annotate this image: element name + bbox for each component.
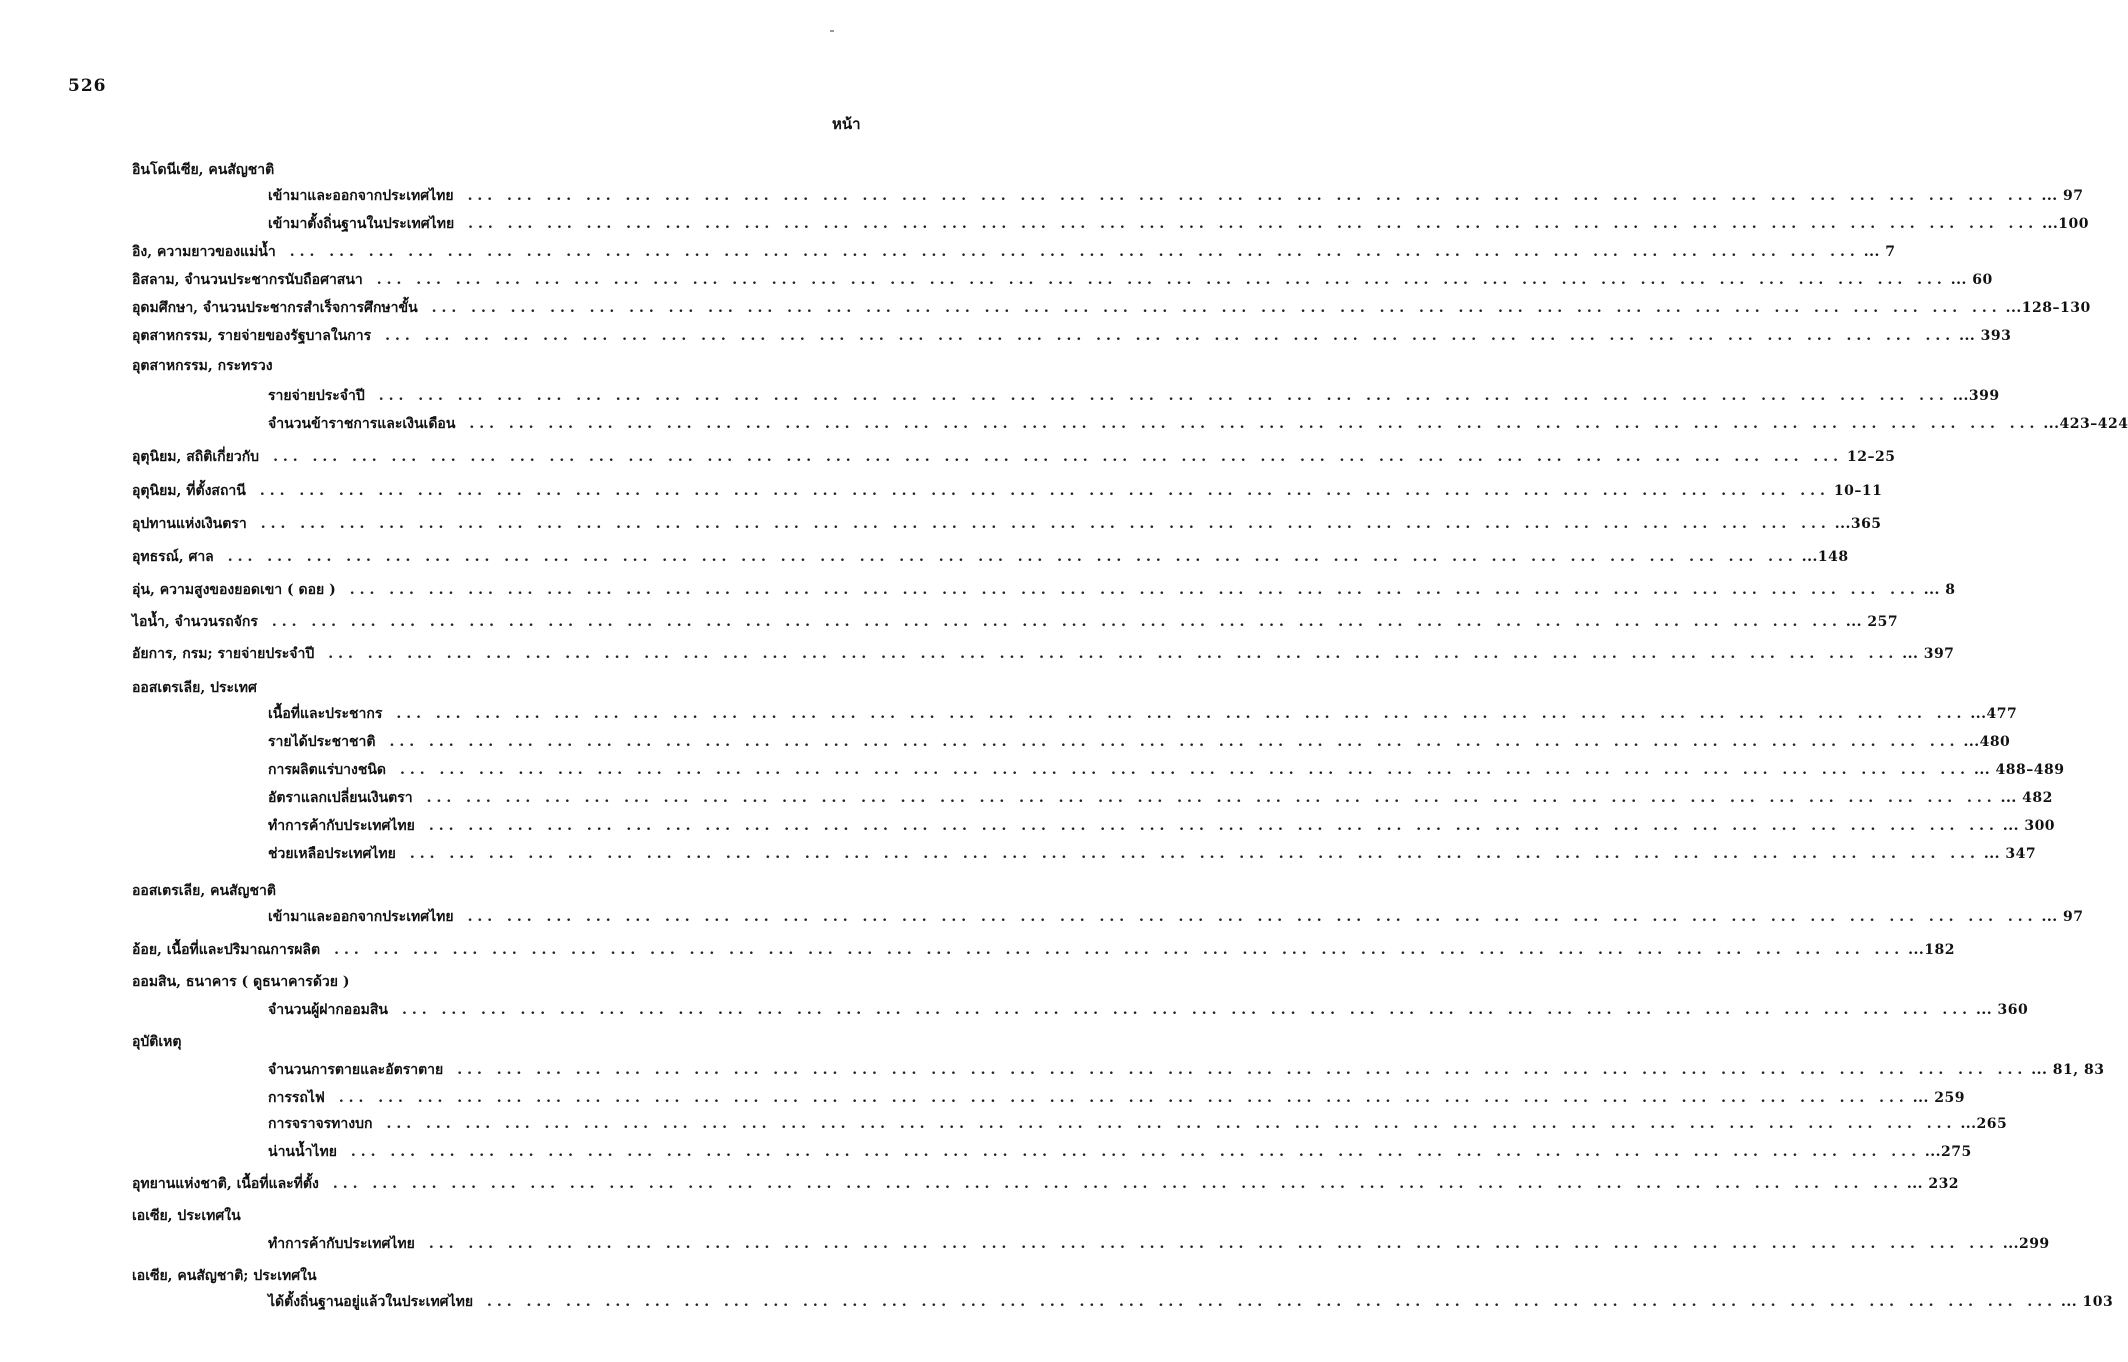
entry-line	[268, 998, 2029, 1022]
subentry-label: เข้ามาและออกจากประเทศไทย	[268, 188, 454, 204]
subentry-label: น่านน้ำไทย	[268, 1144, 337, 1160]
dot-leader: ... ... ... ... ... ... ... ... ... ... ... ... ... ... ... ... ... ... ... ... ... ... ... ... ... ... ... ... ... ... ... ... ... ... ... ... ... ... ... ...	[271, 614, 1842, 630]
index-entry	[0, 578, 1956, 602]
dot-leader: ... ... ... ... ... ... ... ... ... ... ... ... ... ... ... ... ... ... ... ... ... ... ... ... ... ... ... ... ... ... ... ... ... ... ... ... ... ... ... ...	[467, 909, 2038, 925]
subentry-label: เข้ามาและออกจากประเทศไทย	[268, 909, 454, 925]
index-entry	[0, 354, 966, 378]
page-reference: ... 81, 83	[2031, 1062, 2105, 1078]
entry-line	[132, 240, 1896, 264]
entry-heading: อุทธรณ์, ศาล	[132, 549, 214, 565]
entry-line	[132, 354, 866, 378]
entry-heading: อิง, ความยาวของแม่น้ำ	[132, 244, 276, 260]
entry-line	[268, 1232, 2050, 1256]
entry-heading: อุปทานแห่งเงินตรา	[132, 516, 247, 532]
entry-heading: ออสเตรเลีย, ประเทศ	[132, 680, 257, 696]
entry-line	[268, 384, 2000, 408]
entry-line	[268, 1112, 2008, 1136]
entry-heading: อุตุนิยม, ที่ตั้งสถานี	[132, 483, 246, 499]
page-reference: ... 103	[2061, 1294, 2114, 1310]
entry-line	[132, 1264, 866, 1288]
entry-line	[132, 676, 866, 700]
entry-line	[132, 642, 1955, 666]
entry-line	[132, 268, 1993, 292]
dot-leader: ... ... ... ... ... ... ... ... ... ... ... ... ... ... ... ... ... ... ... ... ... ... ... ... ... ... ... ... ... ... ... ... ... ... ... ... ... ... ... ...	[469, 416, 2040, 432]
page-reference: ...275	[1924, 1144, 1972, 1160]
index-entry	[0, 998, 2029, 1022]
index-entry	[0, 905, 2084, 929]
subentry-label: ทำการค้ากับประเทศไทย	[268, 1236, 415, 1252]
entry-heading: เอเซีย, คนสัญชาติ; ประเทศใน	[132, 1268, 317, 1284]
index-entry	[0, 212, 2089, 236]
page-reference: ... 8	[1923, 582, 1956, 598]
page-reference: ... 257	[1845, 614, 1899, 630]
subentry-label: ช่วยเหลือประเทศไทย	[268, 846, 396, 862]
entry-heading: อัยการ, กรม; รายจ่ายประจำปี	[132, 646, 315, 662]
page-reference: ...477	[1970, 706, 2018, 722]
index-entry	[0, 938, 1955, 962]
dot-leader: ... ... ... ... ... ... ... ... ... ... ... ... ... ... ... ... ... ... ... ... ... ... ... ... ... ... ... ... ... ... ... ... ... ... ... ... ... ... ... ...	[332, 1176, 1903, 1192]
dot-leader: ... ... ... ... ... ... ... ... ... ... ... ... ... ... ... ... ... ... ... ... ... ... ... ... ... ... ... ... ... ... ... ... ... ... ... ... ... ... ... ...	[328, 646, 1899, 662]
dot-leader: ... ... ... ... ... ... ... ... ... ... ... ... ... ... ... ... ... ... ... ... ... ... ... ... ... ... ... ... ... ... ... ... ... ... ... ... ... ... ... ...	[227, 549, 1798, 565]
page-reference: ... 300	[2002, 818, 2056, 834]
index-entry	[0, 324, 2012, 348]
entry-line	[268, 842, 2037, 866]
index-entry	[0, 1264, 966, 1288]
index-entry	[0, 1290, 2114, 1314]
page-reference: ... 60	[1950, 272, 1993, 288]
dot-leader: ... ... ... ... ... ... ... ... ... ... ... ... ... ... ... ... ... ... ... ... ... ... ... ... ... ... ... ... ... ... ... ... ... ... ... ... ... ... ... ...	[334, 942, 1905, 958]
page-reference: ...399	[1952, 388, 2000, 404]
page-reference: ... 97	[2041, 909, 2084, 925]
dot-leader: ... ... ... ... ... ... ... ... ... ... ... ... ... ... ... ... ... ... ... ... ... ... ... ... ... ... ... ... ... ... ... ... ... ... ... ... ... ... ... ...	[428, 1236, 1999, 1252]
index-entry	[0, 1030, 966, 1054]
subentry-label: จำนวนการตายและอัตราตาย	[268, 1062, 444, 1078]
page-reference: ... 397	[1902, 646, 1955, 662]
index-entry	[0, 184, 2084, 208]
dot-leader: ... ... ... ... ... ... ... ... ... ... ... ... ... ... ... ... ... ... ... ... ... ... ... ... ... ... ... ... ... ... ... ... ... ... ... ... ... ... ... ...	[289, 244, 1860, 260]
page-reference: ... 232	[1906, 1176, 1960, 1192]
page-reference: ... 393	[1959, 328, 2012, 344]
page-reference: ...100	[2042, 216, 2089, 232]
entry-line	[132, 158, 866, 182]
entry-line	[132, 879, 866, 903]
entry-line	[268, 1290, 2114, 1314]
index-entry	[0, 730, 2011, 754]
index-entry	[0, 268, 1993, 292]
subentry-label: เข้ามาตั้งถิ่นฐานในประเทศไทย	[268, 216, 455, 232]
entry-line	[268, 1140, 1972, 1164]
subentry-label: การรถไฟ	[268, 1090, 325, 1106]
index-entry	[0, 814, 2056, 838]
entry-line	[132, 1172, 1960, 1196]
page-reference: ...182	[1908, 942, 1955, 958]
index-entry	[0, 445, 1896, 469]
entry-line	[268, 814, 2056, 838]
page-reference: ... 97	[2041, 188, 2084, 204]
page-column-heading: หน้า	[832, 115, 861, 133]
index-entry	[0, 642, 1955, 666]
entry-heading: อุทยานแห่งชาติ, เนื้อที่และที่ตั้ง	[132, 1176, 319, 1192]
dot-leader: ... ... ... ... ... ... ... ... ... ... ... ... ... ... ... ... ... ... ... ... ... ... ... ... ... ... ... ... ... ... ... ... ... ... ... ... ... ... ... ...	[409, 846, 1980, 862]
entry-line	[132, 1030, 866, 1054]
index-entry	[0, 240, 1896, 264]
index-entry	[0, 1172, 1960, 1196]
subentry-label: จำนวนผู้ฝากออมสิน	[268, 1002, 388, 1018]
index-entry	[0, 545, 1849, 569]
subentry-label: ทำการค้ากับประเทศไทย	[268, 818, 415, 834]
dot-leader: ... ... ... ... ... ... ... ... ... ... ... ... ... ... ... ... ... ... ... ... ... ... ... ... ... ... ... ... ... ... ... ... ... ... ... ... ... ... ... ...	[401, 1002, 1972, 1018]
entry-line	[132, 445, 1896, 469]
index-entry	[0, 1086, 1966, 1110]
page-reference: 12–25	[1847, 449, 1896, 465]
entry-heading: เอเซีย, ประเทศใน	[132, 1208, 241, 1224]
entry-line	[132, 970, 866, 994]
page-reference: ... 482	[2000, 790, 2053, 806]
index-entry	[0, 479, 1883, 503]
dot-leader: ... ... ... ... ... ... ... ... ... ... ... ... ... ... ... ... ... ... ... ... ... ... ... ... ... ... ... ... ... ... ... ... ... ... ... ... ... ... ... ...	[349, 582, 1920, 598]
page-reference: ... 347	[1983, 846, 2037, 862]
index-entry	[0, 1112, 2008, 1136]
entry-line	[268, 786, 2053, 810]
page-number: 526	[68, 76, 107, 96]
dot-leader: ... ... ... ... ... ... ... ... ... ... ... ... ... ... ... ... ... ... ... ... ... ... ... ... ... ... ... ... ... ... ... ... ... ... ... ... ... ... ... ...	[378, 388, 1949, 404]
entry-line	[268, 212, 2089, 236]
entry-heading: อุ่น, ความสูงของยอดเขา ( ดอย )	[132, 582, 336, 598]
subentry-label: จำนวนข้าราชการและเงินเดือน	[268, 416, 456, 432]
dot-leader: ... ... ... ... ... ... ... ... ... ... ... ... ... ... ... ... ... ... ... ... ... ... ... ... ... ... ... ... ... ... ... ... ... ... ... ... ... ... ... ...	[385, 328, 1956, 344]
entry-line	[268, 758, 2065, 782]
subentry-label: รายจ่ายประจำปี	[268, 388, 365, 404]
dot-leader: ... ... ... ... ... ... ... ... ... ... ... ... ... ... ... ... ... ... ... ... ... ... ... ... ... ... ... ... ... ... ... ... ... ... ... ... ... ... ... ...	[400, 762, 1971, 778]
entry-heading: อุดมศึกษา, จำนวนประชากรสำเร็จการศึกษาขั้น	[132, 300, 418, 316]
entry-heading: อุตุนิยม, สถิติเกี่ยวกับ	[132, 449, 260, 465]
index-entry	[0, 296, 2091, 320]
dot-leader: ... ... ... ... ... ... ... ... ... ... ... ... ... ... ... ... ... ... ... ... ... ... ... ... ... ... ... ... ... ... ... ... ... ... ... ... ... ... ... ...	[386, 1116, 1957, 1132]
index-entry	[0, 384, 2000, 408]
page-reference: ...365	[1834, 516, 1882, 532]
index-entry	[0, 786, 2053, 810]
dot-leader: ... ... ... ... ... ... ... ... ... ... ... ... ... ... ... ... ... ... ... ... ... ... ... ... ... ... ... ... ... ... ... ... ... ... ... ... ... ... ... ...	[350, 1144, 1921, 1160]
dot-leader: ... ... ... ... ... ... ... ... ... ... ... ... ... ... ... ... ... ... ... ... ... ... ... ... ... ... ... ... ... ... ... ... ... ... ... ... ... ... ... ...	[376, 272, 1947, 288]
entry-line	[268, 1058, 2105, 1082]
dot-leader: ... ... ... ... ... ... ... ... ... ... ... ... ... ... ... ... ... ... ... ... ... ... ... ... ... ... ... ... ... ... ... ... ... ... ... ... ... ... ... ...	[389, 734, 1960, 750]
subentry-label: การจราจรทางบก	[268, 1116, 373, 1132]
entry-line	[132, 610, 1899, 634]
dot-leader: ... ... ... ... ... ... ... ... ... ... ... ... ... ... ... ... ... ... ... ... ... ... ... ... ... ... ... ... ... ... ... ... ... ... ... ... ... ... ... ...	[487, 1294, 2058, 1310]
entry-line	[132, 512, 1882, 536]
subentry-label: การผลิตแร่บางชนิด	[268, 762, 387, 778]
entry-line	[268, 730, 2011, 754]
page-reference: ... 488–489	[1974, 762, 2065, 778]
index-entry	[0, 412, 2128, 436]
dot-leader: ... ... ... ... ... ... ... ... ... ... ... ... ... ... ... ... ... ... ... ... ... ... ... ... ... ... ... ... ... ... ... ... ... ... ... ... ... ... ... ...	[468, 216, 2039, 232]
entry-line	[132, 296, 2091, 320]
index-entry	[0, 1204, 966, 1228]
entry-heading: ออสเตรเลีย, คนสัญชาติ	[132, 883, 276, 899]
page-reference: ... 7	[1863, 244, 1896, 260]
index-entry	[0, 1140, 1972, 1164]
dot-leader: ... ... ... ... ... ... ... ... ... ... ... ... ... ... ... ... ... ... ... ... ... ... ... ... ... ... ... ... ... ... ... ... ... ... ... ... ... ... ... ...	[467, 188, 2038, 204]
index-entry	[0, 702, 2018, 726]
page-reference: ... 259	[1912, 1090, 1966, 1106]
subentry-label: อัตราแลกเปลี่ยนเงินตรา	[268, 790, 413, 806]
subentry-label: เนื้อที่และประชากร	[268, 706, 383, 722]
page-reference: ...148	[1801, 549, 1849, 565]
entry-line	[132, 545, 1849, 569]
entry-line	[268, 412, 2128, 436]
scan-speck	[830, 30, 834, 32]
dot-leader: ... ... ... ... ... ... ... ... ... ... ... ... ... ... ... ... ... ... ... ... ... ... ... ... ... ... ... ... ... ... ... ... ... ... ... ... ... ... ... ...	[431, 300, 2002, 316]
entry-line	[268, 1086, 1966, 1110]
subentry-label: ได้ตั้งถิ่นฐานอยู่แล้วในประเทศไทย	[268, 1294, 474, 1310]
entry-line	[132, 324, 2012, 348]
entry-line	[132, 1204, 866, 1228]
entry-line	[268, 184, 2084, 208]
entry-heading: ออมสิน, ธนาคาร ( ดูธนาคารด้วย )	[132, 974, 350, 990]
index-entry	[0, 158, 966, 182]
entry-line	[268, 905, 2084, 929]
entry-heading: อุบัติเหตุ	[132, 1034, 182, 1050]
page-reference: ...423–424	[2043, 416, 2128, 432]
dot-leader: ... ... ... ... ... ... ... ... ... ... ... ... ... ... ... ... ... ... ... ... ... ... ... ... ... ... ... ... ... ... ... ... ... ... ... ... ... ... ... ...	[426, 790, 1997, 806]
dot-leader: ... ... ... ... ... ... ... ... ... ... ... ... ... ... ... ... ... ... ... ... ... ... ... ... ... ... ... ... ... ... ... ... ... ... ... ... ... ... ... ...	[428, 818, 1999, 834]
index-entry	[0, 1058, 2105, 1082]
index-entry	[0, 758, 2065, 782]
entry-heading: ไอน้ำ, จำนวนรถจักร	[132, 614, 258, 630]
dot-leader: ... ... ... ... ... ... ... ... ... ... ... ... ... ... ... ... ... ... ... ... ... ... ... ... ... ... ... ... ... ... ... ... ... ... ... ... ... ... ... ...	[260, 516, 1831, 532]
page-reference: 10–11	[1833, 483, 1883, 499]
index-entry	[0, 879, 966, 903]
entry-line	[132, 578, 1956, 602]
dot-leader: ... ... ... ... ... ... ... ... ... ... ... ... ... ... ... ... ... ... ... ... ... ... ... ... ... ... ... ... ... ... ... ... ... ... ... ... ... ... ... ...	[273, 449, 1844, 465]
entry-heading: อ้อย, เนื้อที่และปริมาณการผลิต	[132, 942, 321, 958]
entry-heading: อินโดนีเซีย, คนสัญชาติ	[132, 162, 275, 178]
dot-leader: ... ... ... ... ... ... ... ... ... ... ... ... ... ... ... ... ... ... ... ... ... ... ... ... ... ... ... ... ... ... ... ... ... ... ... ... ... ... ... ...	[338, 1090, 1909, 1106]
entry-heading: อิสลาม, จำนวนประชากรนับถือศาสนา	[132, 272, 363, 288]
entry-heading: อุตสาหกรรม, รายจ่ายของรัฐบาลในการ	[132, 328, 372, 344]
dot-leader: ... ... ... ... ... ... ... ... ... ... ... ... ... ... ... ... ... ... ... ... ... ... ... ... ... ... ... ... ... ... ... ... ... ... ... ... ... ... ... ...	[396, 706, 1967, 722]
index-entry	[0, 1232, 2050, 1256]
index-entry	[0, 610, 1899, 634]
entry-line	[268, 702, 2018, 726]
index-entry	[0, 676, 966, 700]
index-entry	[0, 970, 966, 994]
index-entry	[0, 512, 1882, 536]
index-entry	[0, 842, 2037, 866]
subentry-label: รายได้ประชาชาติ	[268, 734, 376, 750]
page-reference: ...480	[1963, 734, 2011, 750]
page-reference: ... 360	[1975, 1002, 2029, 1018]
page-reference: ...265	[1960, 1116, 2008, 1132]
entry-heading: อุตสาหกรรม, กระทรวง	[132, 358, 273, 374]
entry-line	[132, 479, 1883, 503]
page-reference: ...299	[2002, 1236, 2050, 1252]
page-reference: ...128–130	[2005, 300, 2091, 316]
entry-line	[132, 938, 1955, 962]
dot-leader: ... ... ... ... ... ... ... ... ... ... ... ... ... ... ... ... ... ... ... ... ... ... ... ... ... ... ... ... ... ... ... ... ... ... ... ... ... ... ... ...	[457, 1062, 2028, 1078]
dot-leader: ... ... ... ... ... ... ... ... ... ... ... ... ... ... ... ... ... ... ... ... ... ... ... ... ... ... ... ... ... ... ... ... ... ... ... ... ... ... ... ...	[259, 483, 1830, 499]
